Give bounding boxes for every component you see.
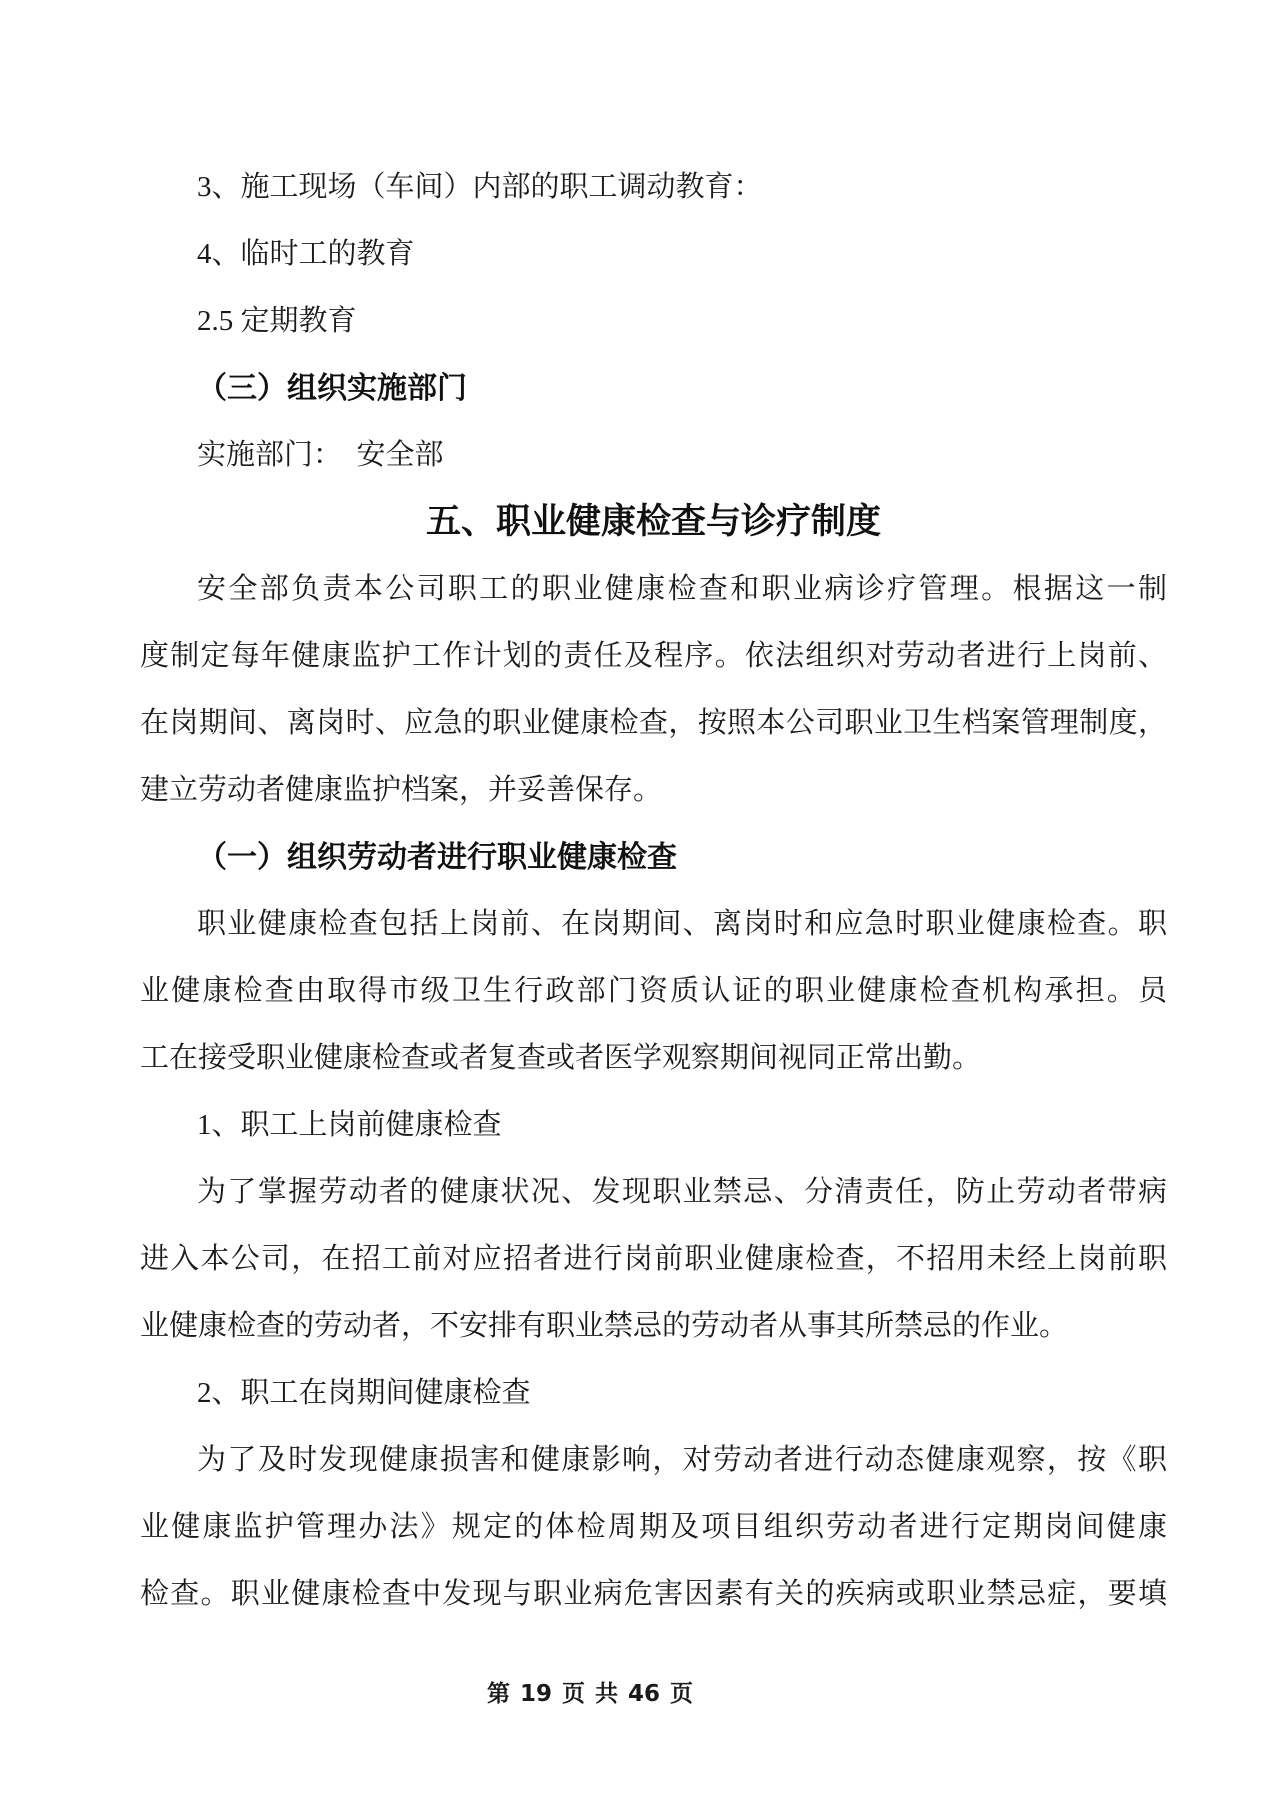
list-item-3: 3、施工现场（车间）内部的职工调动教育： [197, 171, 763, 203]
paragraph-3-line-2: 进入本公司，在招工前对应招者进行岗前职业健康检查，不招用未经上岗前职 [140, 1243, 1167, 1275]
paragraph-3-line-1: 为了掌握劳动者的健康状况、发现职业禁忌、分清责任，防止劳动者带病 [197, 1176, 1167, 1208]
paragraph-3-line-3: 业健康检查的劳动者，不安排有职业禁忌的劳动者从事其所禁忌的作业。 [140, 1310, 1069, 1342]
paragraph-1-line-3: 在岗期间、离岗时、应急的职业健康检查，按照本公司职业卫生档案管理制度， [140, 707, 1167, 739]
list-item-4: 4、临时工的教育 [197, 238, 415, 270]
footer-label-gong: 共 [595, 1681, 618, 1706]
list-item-1-heading: 1、职工上岗前健康检查 [197, 1109, 502, 1141]
footer-current-page: 19 [519, 1681, 552, 1707]
paragraph-1-line-4: 建立劳动者健康监护档案，并妥善保存。 [140, 774, 663, 806]
section-heading-yi: （一）组织劳动者进行职业健康检查 [197, 840, 677, 875]
footer-label-di: 第 [486, 1681, 510, 1706]
footer-label-ye-2: 页 [670, 1681, 694, 1706]
paragraph-2-line-1: 职业健康检查包括上岗前、在岗期间、离岗时和应急时职业健康检查。职 [197, 908, 1167, 940]
section-heading-san: （三）组织实施部门 [197, 371, 467, 406]
page-footer [0, 1671, 1180, 1717]
paragraph-4-line-2: 业健康监护管理办法》规定的体检周期及项目组织劳动者进行定期岗间健康 [140, 1511, 1167, 1543]
document-body [140, 154, 1167, 1628]
paragraph-2-line-2: 业健康检查由取得市级卫生行政部门资质认证的职业健康检查机构承担。员 [140, 975, 1167, 1007]
footer-total-pages: 46 [628, 1681, 661, 1707]
footer-label-ye-1: 页 [562, 1681, 585, 1706]
list-item-2-heading: 2、职工在岗期间健康检查 [197, 1377, 531, 1409]
paragraph-2-line-3: 工在接受职业健康检查或者复查或者医学观察期间视同正常出勤。 [140, 1042, 982, 1074]
chapter-title: 五、职业健康检查与诊疗制度 [425, 502, 881, 542]
list-item-2-5: 2.5 定期教育 [197, 305, 357, 337]
paragraph-4-line-1: 为了及时发现健康损害和健康影响，对劳动者进行动态健康观察，按《职 [197, 1444, 1167, 1476]
paragraph-1-line-1: 安全部负责本公司职工的职业健康检查和职业病诊疗管理。根据这一制 [197, 573, 1167, 605]
paragraph-4-line-3: 检查。职业健康检查中发现与职业病危害因素有关的疾病或职业禁忌症，要填 [140, 1578, 1167, 1610]
implementation-dept-line: 实施部门： 安全部 [197, 439, 444, 471]
paragraph-1-line-2: 度制定每年健康监护工作计划的责任及程序。依法组织对劳动者进行上岗前、 [140, 640, 1167, 672]
